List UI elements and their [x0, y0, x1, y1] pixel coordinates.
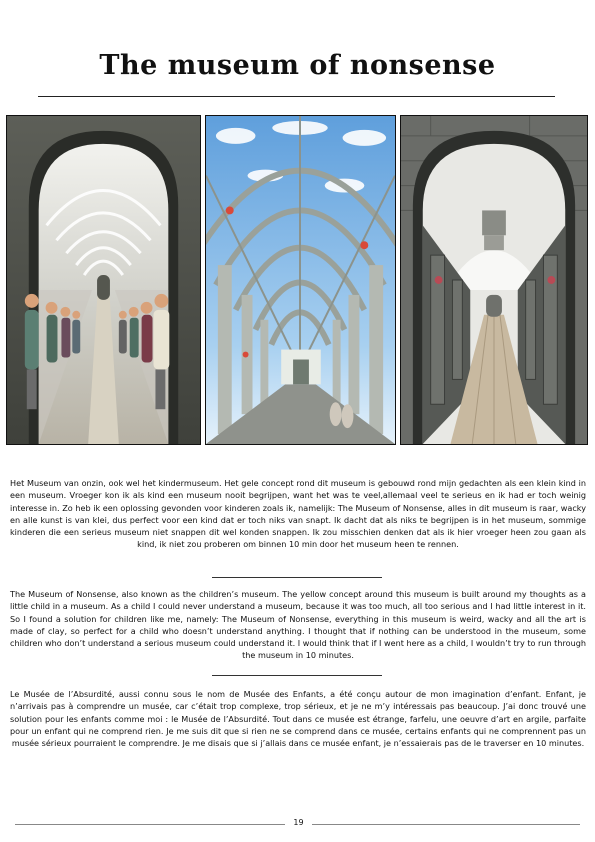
- page-title: The museum of nonsense: [99, 50, 496, 81]
- stone-arch-gallery-image: [400, 115, 588, 445]
- paragraph-divider: [212, 675, 382, 676]
- footer-rule-left: [15, 824, 285, 825]
- footer-rule-right: [312, 824, 580, 825]
- hallway-figures-image: [6, 115, 201, 445]
- title-divider: [38, 96, 555, 97]
- french-paragraph: Le Musée de l’Absurdité, aussi connu sous le nom de Musée des Enfants, a été conçu autour de mon imagination d’enfant. Enfant, je n’arrivais pas à comprendre un musée, car c’était trop complexe, trop sérieux, et je ne m’y intéressais pas beaucoup. J’ai donc trouvé une solution pour les enfants comme moi : le Musée de l’Absurdité. Tout dans ce musée est étrange, farfelu, une oeuvre d’art en argile, parfaite pour un enfant qui ne comprend rien. Je me suis dit que si rien ne se comprend dans ce musée, certains enfants qui ne comprennent pas un musée sérieux pourraient le comprendre. Je me disais que si j’allais dans ce musée enfant, je n’essaierais pas de le traverser en 10 minutes.: [10, 689, 586, 749]
- dutch-paragraph: Het Museum van onzin, ook wel het kindermuseum. Het gele concept rond dit museum is gebouwd rond mijn gedachten als een klein kind in een museum. Vroeger kon ik als kind een museum nooit begrijpen, want het was te veel,allemaal veel te serieus en ik had er toch weinig interesse in. Zo heb ik een oplossing gevonden voor kinderen zoals ik, namelijk: The Museum of Nonsense, alles in dit museum is raar, wacky en alle kunst is van klei, dus perfect voor een kind dat er toch niks van snapt. Ik dacht dat als niks te begrijpen is in het museum, sommige kinderen die een serieus museum niet snappen dit wel konden snappen. Ik zou misschien denken dat als ik hier vroeger heen zou gaan als kind, ik niet zou proberen om binnen 10 min door het museum heen te rennen.: [10, 478, 586, 550]
- english-paragraph: The Museum of Nonsense, also known as the children’s museum. The yellow concept around this museum is built around my thoughts as a little child in a museum. As a child I could never understand a museum, because it was too much, all too serious and I had little interest in it. So I found a solution for children like me, namely: The Museum of Nonsense, everything in this museum is weird, wacky and all the art is made of clay, so perfect for a child who doesn’t understand anything. I thought that if nothing can be understood in the museum, some children who don’t understand a serious museum could understand it. I would think that if I went here as a child, I wouldn’t try to run through the museum in 10 minutes.: [10, 589, 586, 661]
- paragraph-divider: [212, 577, 382, 578]
- page-number: 19: [293, 818, 304, 827]
- sky-gallery-image: [205, 115, 396, 445]
